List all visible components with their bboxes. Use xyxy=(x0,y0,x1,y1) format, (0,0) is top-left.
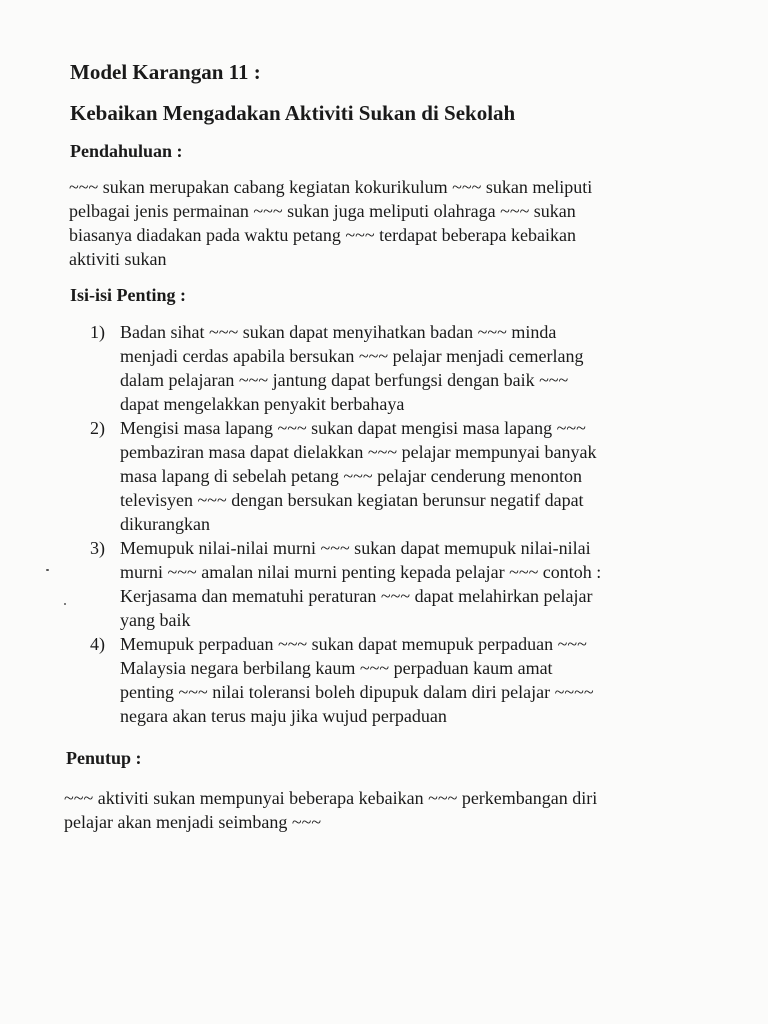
closing-paragraph xyxy=(64,786,597,834)
point-number: 1) xyxy=(90,322,105,342)
point-item-3 xyxy=(90,536,601,632)
document-subtitle: Kebaikan Mengadakan Aktiviti Sukan di Sekolah xyxy=(70,101,516,125)
closing-line: ~~~ aktiviti sukan mempunyai beberapa kebaikan ~~~ perkembangan diri xyxy=(64,788,598,808)
point-line: penting ~~~ nilai toleransi boleh dipupuk dalam diri pelajar ~~~~ xyxy=(120,682,594,702)
point-number: 3) xyxy=(90,538,105,558)
point-line: dapat mengelakkan penyakit berbahaya xyxy=(120,394,405,414)
point-line: dikurangkan xyxy=(120,514,210,534)
closing-heading: Penutup : xyxy=(66,748,142,768)
point-line: menjadi cerdas apabila bersukan ~~~ pelajar menjadi cemerlang xyxy=(120,346,584,366)
point-line: dalam pelajaran ~~~ jantung dapat berfungsi dengan baik ~~~ xyxy=(120,370,569,390)
point-item-4 xyxy=(90,632,601,728)
point-item-1 xyxy=(90,320,601,416)
point-line: Memupuk perpaduan ~~~ sukan dapat memupuk perpaduan ~~~ xyxy=(120,634,587,654)
scan-speck xyxy=(64,603,66,605)
point-line: murni ~~~ amalan nilai murni penting kepada pelajar ~~~ contoh : xyxy=(120,562,602,582)
body-heading: Isi-isi Penting : xyxy=(70,285,187,305)
point-number: 4) xyxy=(90,634,105,654)
intro-line: pelbagai jenis permainan ~~~ sukan juga meliputi olahraga ~~~ sukan xyxy=(69,201,576,221)
intro-line: biasanya diadakan pada waktu petang ~~~ terdapat beberapa kebaikan xyxy=(69,225,576,245)
point-line: Malaysia negara berbilang kaum ~~~ perpaduan kaum amat xyxy=(120,658,553,678)
point-line: Kerjasama dan mematuhi peraturan ~~~ dapat melahirkan pelajar xyxy=(120,586,593,606)
intro-line: aktiviti sukan xyxy=(69,249,167,269)
closing-line: pelajar akan menjadi seimbang ~~~ xyxy=(64,812,322,832)
point-line: Badan sihat ~~~ sukan dapat menyihatkan badan ~~~ minda xyxy=(120,322,557,342)
point-line: Mengisi masa lapang ~~~ sukan dapat mengisi masa lapang ~~~ xyxy=(120,418,586,438)
document-title: Model Karangan 11 : xyxy=(70,60,261,84)
intro-line: ~~~ sukan merupakan cabang kegiatan kokurikulum ~~~ sukan meliputi xyxy=(69,177,593,197)
intro-heading: Pendahuluan : xyxy=(70,141,183,161)
point-line: yang baik xyxy=(120,610,191,630)
points-list xyxy=(90,320,601,728)
point-number: 2) xyxy=(90,418,105,438)
point-item-2 xyxy=(90,416,601,536)
intro-paragraph xyxy=(69,175,592,271)
point-line: pembaziran masa dapat dielakkan ~~~ pelajar mempunyai banyak xyxy=(120,442,597,462)
point-line: televisyen ~~~ dengan bersukan kegiatan berunsur negatif dapat xyxy=(120,490,584,510)
scan-speck xyxy=(46,569,49,571)
point-line: Memupuk nilai-nilai murni ~~~ sukan dapat memupuk nilai-nilai xyxy=(120,538,591,558)
point-line: masa lapang di sebelah petang ~~~ pelajar cenderung menonton xyxy=(120,466,583,486)
point-line: negara akan terus maju jika wujud perpaduan xyxy=(120,706,447,726)
